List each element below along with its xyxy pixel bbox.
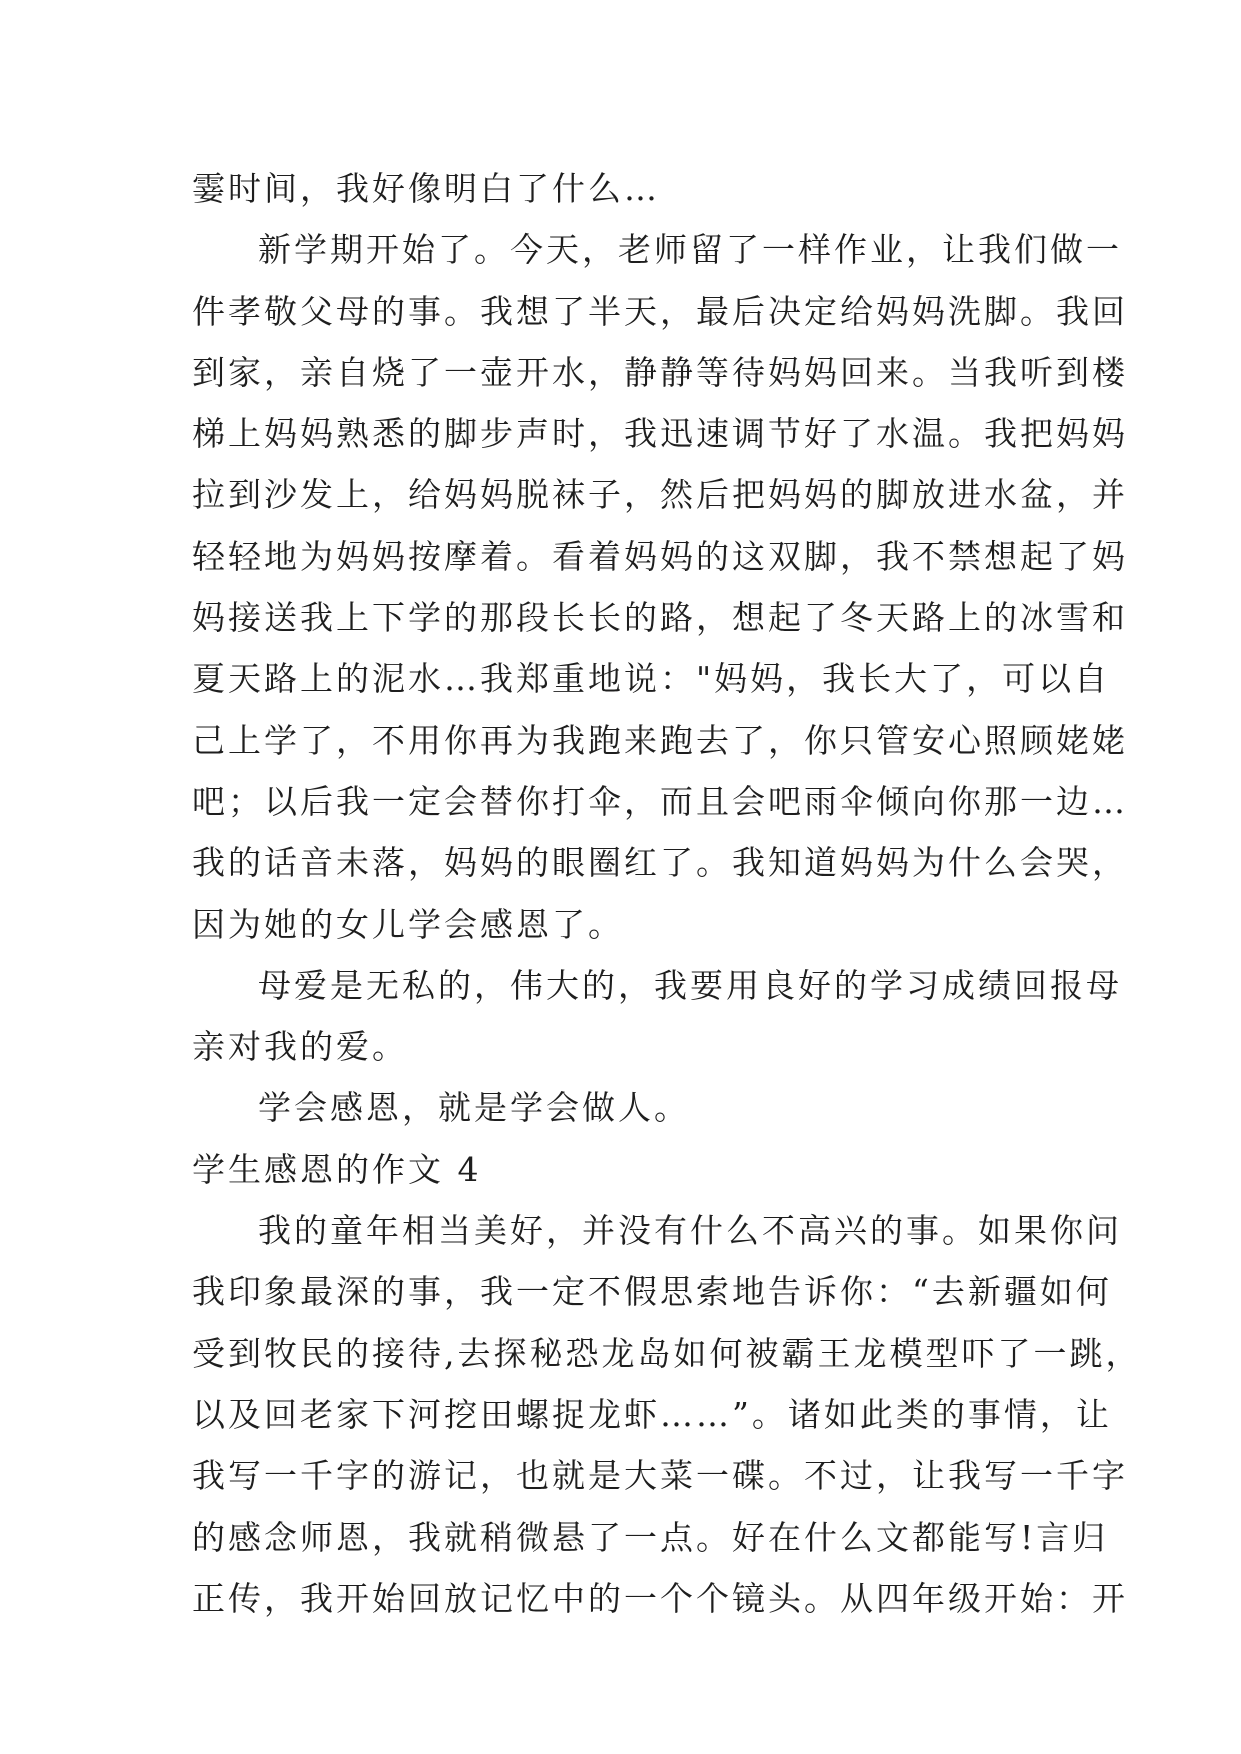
text-line: 己上学了，不用你再为我跑来跑去了，你只管安心照顾姥姥	[192, 720, 1128, 760]
text-line: 件孝敬父母的事。我想了半天，最后决定给妈妈洗脚。我回	[192, 291, 1128, 331]
paragraph-first-line: 我的童年相当美好，并没有什么不高兴的事。如果你问	[258, 1211, 1122, 1251]
text-line: 梯上妈妈熟悉的脚步声时，我迅速调节好了水温。我把妈妈	[192, 414, 1128, 454]
text-line: 正传，我开始回放记忆中的一个个镜头。从四年级开始：开	[192, 1578, 1128, 1618]
text-line: 到家，亲自烧了一壶开水，静静等待妈妈回来。当我听到楼	[192, 352, 1128, 392]
text-line: 妈接送我上下学的那段长长的路，想起了冬天路上的冰雪和	[192, 598, 1128, 638]
section-heading: 学生感恩的作文 4	[192, 1149, 482, 1189]
text-line: 霎时间，我好像明白了什么…	[192, 169, 660, 208]
text-line: 以及回老家下河挖田螺捉龙虾……”。诸如此类的事情，让	[192, 1394, 1112, 1434]
body-text	[192, 158, 1142, 1629]
text-line: 受到牧民的接待,去探秘恐龙岛如何被霸王龙模型吓了一跳，	[192, 1333, 1142, 1373]
text-line: 亲对我的爱。	[192, 1027, 408, 1067]
text-line: 轻轻地为妈妈按摩着。看着妈妈的这双脚，我不禁想起了妈	[192, 536, 1128, 576]
text-line: 我的话音未落，妈妈的眼圈红了。我知道妈妈为什么会哭，	[192, 843, 1128, 883]
paragraph-first-line: 新学期开始了。今天，老师留了一样作业，让我们做一	[258, 230, 1122, 270]
text-line: 我印象最深的事，我一定不假思索地告诉你：“去新疆如何	[192, 1272, 1112, 1312]
text-line: 吧；以后我一定会替你打伞，而且会吧雨伞倾向你那一边…	[192, 781, 1128, 821]
paragraph-first-line: 母爱是无私的，伟大的，我要用良好的学习成绩回报母	[258, 965, 1122, 1005]
text-line: 因为她的女儿学会感恩了。	[192, 904, 624, 944]
text-line: 夏天路上的泥水…我郑重地说："妈妈，我长大了，可以自	[192, 659, 1111, 699]
text-line: 的感念师恩，我就稍微悬了一点。好在什么文都能写!言归	[192, 1517, 1109, 1557]
text-line: 拉到沙发上，给妈妈脱袜子，然后把妈妈的脚放进水盆，并	[192, 475, 1128, 515]
paragraph-first-line: 学会感恩，就是学会做人。	[258, 1088, 690, 1128]
text-line: 我写一千字的游记，也就是大菜一碟。不过，让我写一千字	[192, 1456, 1128, 1496]
